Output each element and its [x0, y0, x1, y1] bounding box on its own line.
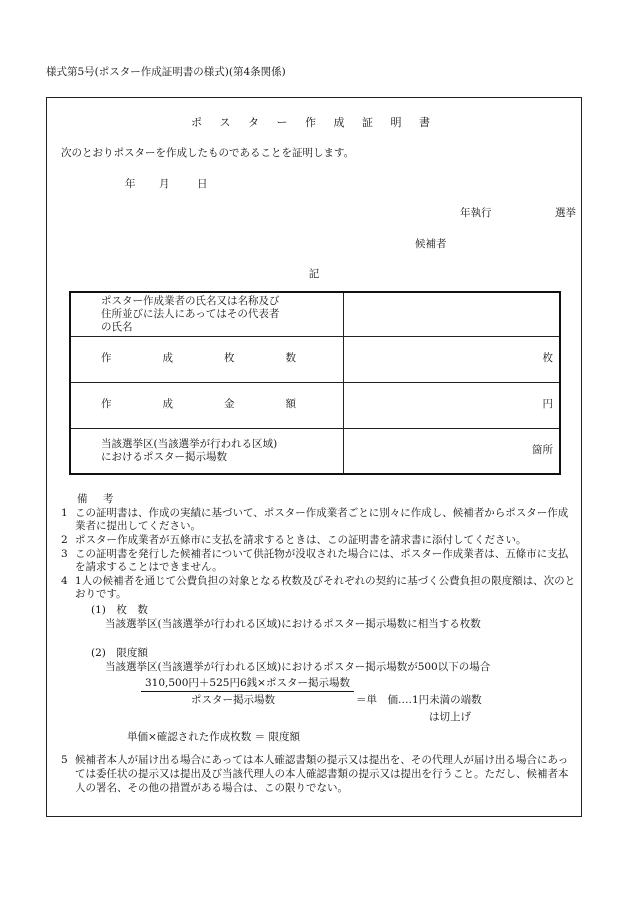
candidate-label: 候補者	[415, 238, 447, 250]
amount-label: 作 成 金 額	[70, 382, 344, 428]
certificate-table	[69, 291, 561, 475]
places-label: 当該選挙区(当該選挙が行われる区域) におけるポスター掲示場数	[70, 428, 344, 474]
places-value-field[interactable]	[344, 428, 561, 474]
note-item-1: 1 この証明書は、作成の実績に基づいて、ポスター作成業者ごとに別々に作成し、候補者からポスター作成業者に提出してください。	[61, 506, 569, 533]
note-item-3: 3 この証明書を発行した候補者について供託物が没収された場合には、ポスター作成業者は、五條市に支払を請求することはできません。	[61, 547, 569, 574]
note-item-2: 2 ポスター作成業者が五條市に支払を請求するときは、この証明書を請求書に添付してください。	[61, 533, 527, 546]
table-row-maker	[70, 292, 560, 336]
table-row-places	[70, 428, 560, 474]
ki-heading: 記	[308, 268, 320, 280]
maker-value-field[interactable]	[344, 292, 561, 336]
sub-item-1-text: 当該選挙区(当該選挙が行われる区域)におけるポスター掲示場数に相当する枚数	[105, 617, 481, 630]
table-row-amount	[70, 382, 560, 428]
count-label: 作 成 枚 数	[70, 336, 344, 382]
note-item-4: 4 1人の候補者を通じて公費負担の対象となる枚数及びそれぞれの契約に基づく公費負担の限度額は、次のとおりです。	[61, 574, 576, 601]
sub-item-2-text: 当該選挙区(当該選挙が行われる区域)におけるポスター掲示場数が500以下の場合	[105, 661, 491, 674]
amount-value-field[interactable]	[344, 382, 561, 428]
date-month-label: 月	[159, 178, 170, 190]
formula-rounding-note: は切上げ	[429, 710, 471, 723]
formula-numerator: 310,500円＋525円6銭×ポスター掲示場数	[141, 677, 354, 693]
document-title: ポ ス タ ー 作 成 証 明 書	[191, 116, 437, 129]
places-unit: 箇所	[532, 443, 553, 456]
notes-heading: 備 考	[77, 493, 120, 505]
election-held-label: 年執行	[460, 207, 492, 219]
sub-item-2-heading: (2) 限度額	[91, 647, 148, 660]
note-item-5: 5 候補者本人が届け出る場合にあっては本人確認書類の提示又は提出を、その代理人が届け出る場合にあっては委任状の提示又は提出及び当該代理人の本人確認書類の提示又は提出を行うこと。ただし、候補者本人の署名、その他の措置がある場合は、この限りでない。	[61, 754, 569, 794]
table-row-count	[70, 336, 560, 382]
formula-denominator: ポスター掲示場数	[191, 693, 275, 706]
intro-text: 次のとおりポスターを作成したものであることを証明します。	[61, 147, 355, 159]
date-day-label: 日	[197, 178, 208, 190]
formula-unit-price: ＝単 価‥‥1円未満の端数	[356, 693, 482, 706]
count-value-field[interactable]	[344, 336, 561, 382]
election-type-label: 選挙	[555, 207, 576, 219]
limit-formula	[61, 677, 577, 731]
sub-item-1-heading: (1) 枚 数	[91, 604, 148, 617]
notes-section	[61, 493, 577, 795]
date-year-label: 年	[125, 178, 136, 190]
form-caption: 様式第5号(ポスター作成証明書の様式)(第4条関係)	[46, 66, 286, 78]
amount-unit: 円	[542, 398, 553, 411]
formula-total: 単価×確認された作成枚数 ＝ 限度額	[127, 730, 300, 743]
count-unit: 枚	[542, 352, 553, 365]
maker-label: ポスター作成業者の氏名又は名称及び 住所並びに法人にあってはその代表者 の氏名	[70, 292, 344, 336]
certificate-frame	[46, 97, 582, 817]
